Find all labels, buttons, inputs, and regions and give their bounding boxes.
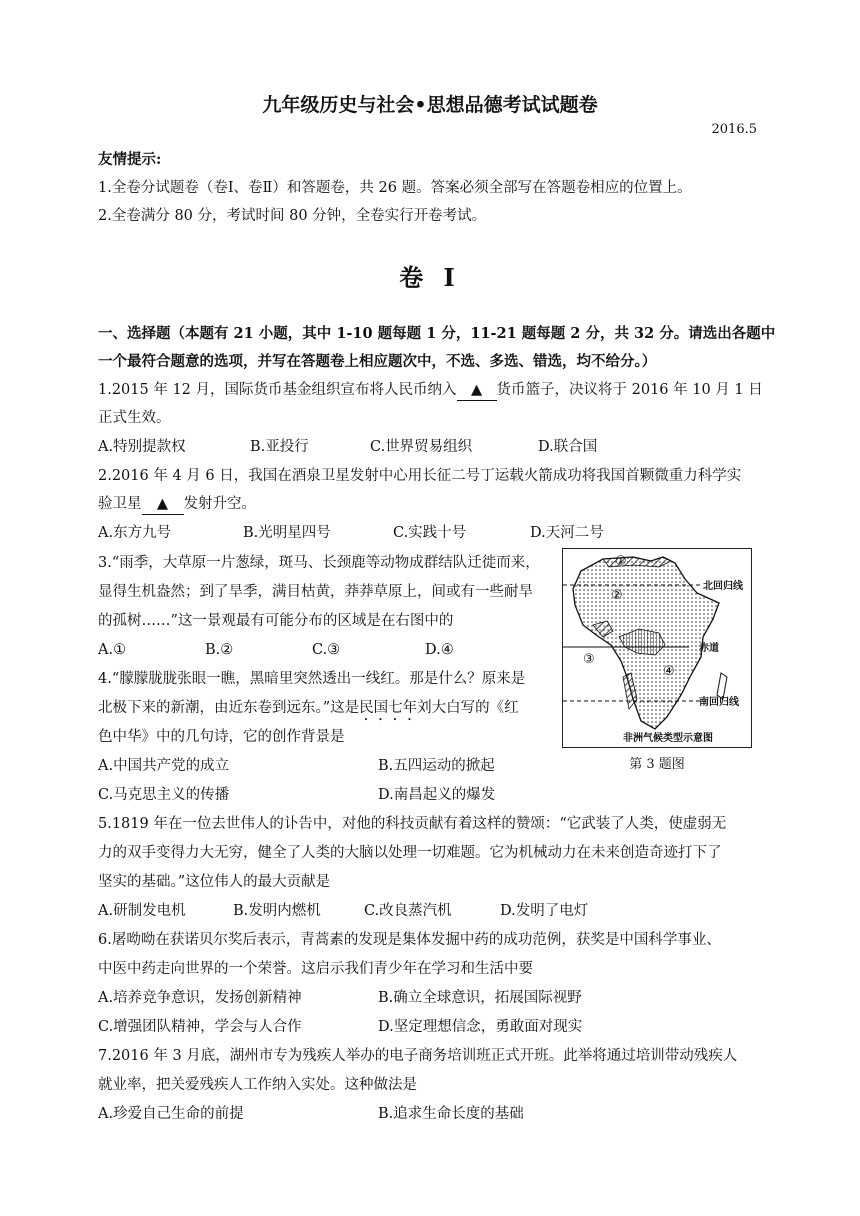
q3-option-d: D.④ [425, 642, 454, 658]
q1-option-b: B.亚投行 [250, 439, 309, 455]
q3-line1: 3.“雨季，大草原一片葱绿，斑马、长颈鹿等动物成群结队迁徙而来， [98, 555, 540, 571]
q2-line2: 验卫星 ▲ 发射升空。 [98, 494, 256, 515]
q7-line2: 就业率，把关爱残疾人工作纳入实处。这种做法是 [98, 1077, 417, 1093]
q3-option-c: C.③ [312, 642, 341, 658]
q2-option-d: D.天河二号 [530, 525, 604, 541]
map-label-1: ① [615, 554, 627, 569]
q7-line1: 7.2016 年 3 月底，湖州市专为残疾人举办的电子商务培训班正式开班。此举将通过培训带动残疾人 [98, 1048, 738, 1064]
map-label-3: ③ [583, 652, 595, 667]
tropic-north-label: 北回归线 [703, 581, 743, 592]
q5-option-c: C.改良蒸汽机 [364, 903, 452, 919]
africa-climate-map [562, 548, 752, 748]
q4-emphasis: 民国七年 [359, 700, 418, 716]
q2-option-c: C.实践十号 [393, 525, 467, 541]
q5-option-d: D.发明了电灯 [500, 903, 589, 919]
q6-option-b: B.确立全球意识，拓展国际视野 [378, 990, 582, 1006]
q1-line1: 1.2015 年 12 月，国际货币基金组织宣布将人民币纳入 ▲ 货币篮子，决议将于 2016 年 10 月 1 日 [98, 380, 763, 401]
q6-option-d: D.坚定理想信念，勇敢面对现实 [378, 1019, 583, 1035]
q1-option-d: D.联合国 [538, 439, 598, 455]
q7-option-a: A.珍爱自己生命的前提 [98, 1106, 244, 1122]
q6-option-c: C.增强团队精神，学会与人合作 [98, 1019, 302, 1035]
q2-line1: 2.2016 年 4 月 6 日，我国在酒泉卫星发射中心用长征二号丁运载火箭成功将我国首颗微重力科学实 [98, 468, 742, 484]
q4-option-c: C.马克思主义的传播 [98, 787, 230, 803]
q4-line1: 4.“朦朦胧胧张眼一瞧，黑暗里突然透出一线红。那是什么？原来是 [98, 671, 526, 687]
q5-option-b: B.发明内燃机 [233, 903, 321, 919]
q2-option-b: B.光明星四号 [243, 525, 331, 541]
q3-line3: 的孤树……”这一景观最有可能分布的区域是在右图中的 [98, 613, 454, 629]
q4-option-a: A.中国共产党的成立 [98, 758, 230, 774]
q5-line3: 坚实的基础。”这位伟人的最大贡献是 [98, 874, 331, 890]
q5-line1: 5.1819 年在一位去世伟人的讣告中，对他的科技贡献有着这样的赞颂：“它武装了人类，使虚弱无 [98, 816, 727, 832]
tropic-south-label: 南回归线 [699, 697, 739, 708]
q1-option-a: A.特别提款权 [98, 439, 186, 455]
map-label-4: ④ [663, 664, 675, 679]
q3-option-a: A.① [98, 642, 127, 658]
q4-option-d: D.南昌起义的爆发 [378, 787, 496, 803]
q6-line2: 中医中药走向世界的一个荣誉。这启示我们青少年在学习和生活中要 [98, 961, 533, 977]
q1-line2: 正式生效。 [98, 410, 171, 426]
volume-heading: 卷 I [399, 263, 461, 292]
tips-heading: 友情提示: [98, 151, 162, 168]
exam-title: 九年级历史与社会•思想品德考试试题卷 [262, 94, 598, 116]
q3-option-b: B.② [205, 642, 234, 658]
map-label-2: ② [611, 588, 623, 603]
q1-option-c: C.世界贸易组织 [370, 439, 473, 455]
q2-blank: ▲ [142, 494, 184, 515]
q3-line2: 显得生机盎然；到了旱季，满目枯黄，莽莽草原上，间或有一些耐旱 [98, 584, 533, 600]
map-title: 非洲气候类型示意图 [623, 733, 713, 744]
mediterranean-zone [603, 557, 671, 567]
q1-blank: ▲ [457, 380, 497, 401]
section-instructions-line2: 一个最符合题意的选项，并写在答题卷上相应题次中，不选、多选、错选，均不给分。） [98, 353, 657, 370]
exam-date: 2016.5 [711, 122, 757, 137]
tip-1: 1.全卷分试题卷（卷Ⅰ、卷Ⅱ）和答题卷，共 26 题。答案必须全部写在答题卷相应的位置上。 [98, 180, 692, 196]
q4-option-b: B.五四运动的掀起 [378, 758, 495, 774]
q5-line2: 力的双手变得力大无穷，健全了人类的大脑以处理一切难题。它为机械动力在未来创造奇迹打下了 [98, 845, 722, 861]
tip-2: 2.全卷满分 80 分，考试时间 80 分钟，全卷实行开卷考试。 [98, 208, 487, 224]
figure-caption: 第 3 题图 [629, 757, 685, 772]
q7-option-b: B.追求生命长度的基础 [378, 1106, 524, 1122]
q5-option-a: A.研制发电机 [98, 903, 186, 919]
africa-map-svg [563, 549, 751, 747]
q4-line3: 色中华》中的几句诗，它的创作背景是 [98, 729, 345, 745]
q6-line1: 6.屠呦呦在获诺贝尔奖后表示，青蒿素的发现是集体发掘中药的成功范例，获奖是中国科学事业、 [98, 932, 721, 948]
equator-label: 赤道 [699, 643, 719, 654]
madagascar [717, 673, 727, 699]
q4-line2: 北极下来的新潮，由近东卷到远东。”这是民国七年刘大白写的《红 [98, 700, 519, 716]
q2-option-a: A.东方九号 [98, 525, 172, 541]
section-instructions-line1: 一、选择题（本题有 21 小题，其中 1-10 题每题 1 分，11-21 题每题 2 分，共 32 分。请选出各题中 [98, 325, 776, 342]
q6-option-a: A.培养竞争意识，发扬创新精神 [98, 990, 302, 1006]
